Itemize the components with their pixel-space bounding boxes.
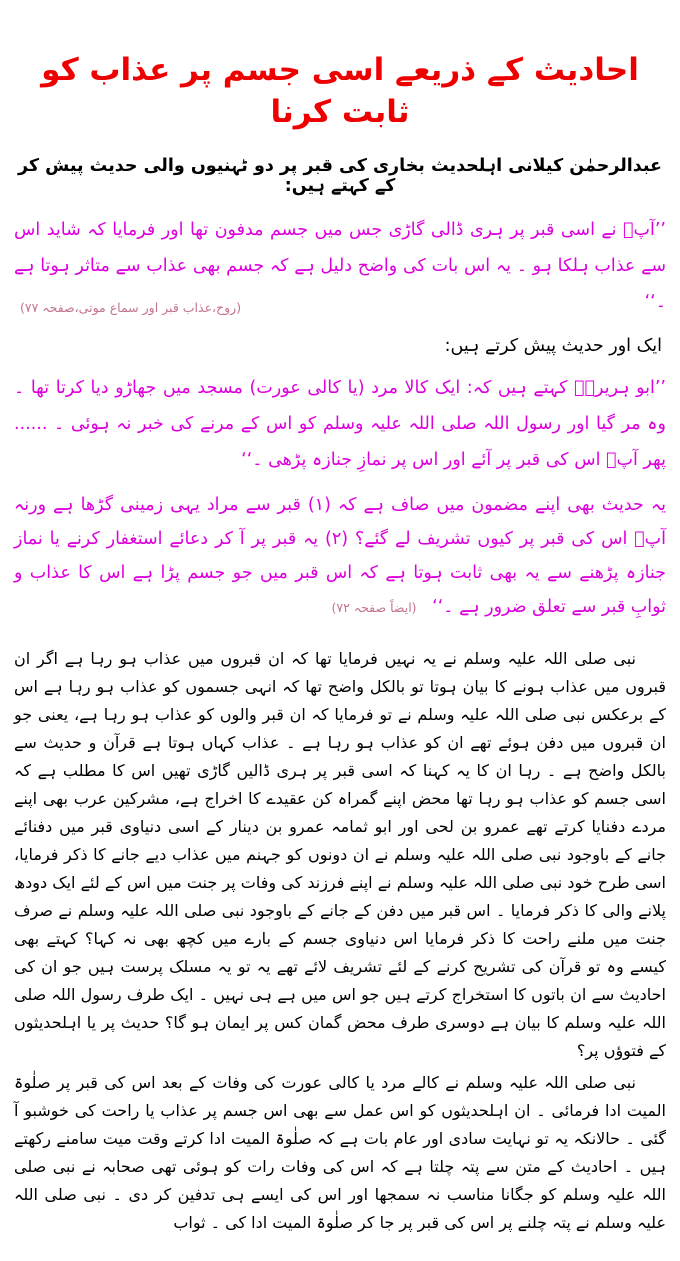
analysis-reference: (ایضاً صفحہ ۷۲) <box>331 599 417 615</box>
hadith-quote-1-reference: (روح،عذاب قبر اور سماع موتی،صفحہ ۷۷) <box>20 299 242 315</box>
intro-line: عبدالرحمٰن کیلانی اہلحدیث بخاری کی قبر پر دو ٹہنیوں والی حدیث پیش کر کے کہتے ہیں: <box>17 155 663 196</box>
hadith-quote-2-text: ’’ابو ہریرہؓ کہتے ہیں کہ: ایک کالا مرد (یا کالی عورت) مسجد میں جھاڑو دیا کرتا تھا ۔ وہ مر گیا اور رسول اللہ صلی اللہ علیہ وسلم کو اس کے مرنے کی خبر نہ ہوئی ۔ ...... پھر آپؐ اس کی قبر پر آئے اور اس پر نمازِ جنازہ پڑھی ۔‘‘ <box>14 377 666 470</box>
hadith-quote-1 <box>14 212 666 322</box>
analysis-text: یہ حدیث بھی اپنے مضمون میں صاف ہے کہ (۱) قبر سے مراد یہی زمینی گڑھا ہے ورنہ آپؐ اس کی قبر پر کیوں تشریف لے گئے؟ (۲) یہ قبر پر آ کر دعائے استغفار کرنے یا نماز جنازہ پڑھنے سے یہ بھی ثابت ہوتا ہے کہ اس قبر میں جو جسم پڑا ہے اس کا عذاب و ثوابِ قبر سے تعلق ضرور ہے ۔‘‘ <box>14 494 666 617</box>
hadith-quote-1-text: ’’آپؐ نے اسی قبر پر ہری ڈالی گاڑی جس میں جسم مدفون تھا اور فرمایا کہ شاید اس سے عذاب ہلکا ہو ۔ یہ اس بات کی واضح دلیل ہے کہ جسم بھی عذاب سے متاثر ہوتا ہے ۔‘‘ <box>14 219 666 312</box>
body-paragraph-2: نبی صلی اللہ علیہ وسلم نے کالے مرد یا کالی عورت کی وفات کے بعد اس کی قبر پر صلٰوۃ المیت ادا فرمائی ۔ ان اہلحدیثوں کو اس عمل سے بھی اس جسم پر عذاب یا راحت کی خوشبو آ گئی ۔ حالانکہ یہ تو نہایت سادی اور عام بات ہے کہ صلٰوۃ المیت ادا کرتے وقت میت سامنے رکھتے ہیں ۔ احادیث کے متن سے پتہ چلتا ہے کہ اس کی وفات رات کو ہوئی تھی صحابہ نے نبی صلی اللہ علیہ وسلم کو جگانا مناسب نہ سمجھا اور اس کی ایسے ہی تدفین کر دی ۔ نبی صلی اللہ علیہ وسلم نے پتہ چلنے پر اس کی قبر پر جا کر صلٰوۃ المیت ادا کی ۔ ثواب <box>14 1072 666 1232</box>
body-paragraph-1: نبی صلی اللہ علیہ وسلم نے یہ نہیں فرمایا تھا کہ ان قبروں میں عذاب ہو رہا ہے اگر ان قبروں میں عذاب ہونے کا بیان ہوتا تو بالکل واضح تھا کہ انہی جسموں کو عذاب ہو رہا ہے اس کے برعکس نبی صلی اللہ علیہ وسلم نے تو فرمایا کہ ان قبر والوں کو عذاب ہو رہا ہے، یعنی جو ان قبروں میں دفن ہوئے تھے ان کو عذاب ہو رہا ہے ۔ عذاب کہاں ہوتا ہے قرآن و حدیث سے بالکل واضح ہے ۔ رہا ان کا یہ کہنا کہ اسی قبر پر ہری ڈالیں گاڑی تھیں اس کا مطلب ہے کہ اسی جسم کو عذاب ہو رہا تھا محض اپنے گمراہ کن عقیدے کا اخراج ہے، مشرکین عرب بھی اپنے مردے دفنایا کرتے تھے عمرو بن لحی اور ابو ثمامہ عمرو بن دینار کے اسی دنیاوی قبر میں دفنائے جانے کے باوجود نبی صلی اللہ علیہ وسلم نے ان دونوں کو جہنم میں عذاب دیے جانے کا ذکر فرمایا، اسی طرح خود نبی صلی اللہ علیہ وسلم نے اپنے فرزند کی وفات پر جنت میں اس کے لئے ایک دودھ پلانے والی کا ذکر فرمایا ۔ اس قبر میں دفن کے جانے کے باوجود نبی صلی اللہ علیہ وسلم نے صرف جنت میں ملنے راحت کا ذکر فرمایا اس دنیاوی جسم کے بارے میں کچھ بھی نہ کہا؟ کہتے بھی کیسے وہ تو قرآن کی تشریح کرنے کے لئے تشریف لائے تھے یہ تو یہ مسلک پرست ہیں جو ان کی احادیث سے ان باتوں کا استخراج کرتے ہیں جو اس میں ہے ہی نہیں ۔ ایک طرف رسول اللہ صلی اللہ علیہ وسلم کا بیان ہے دوسری طرف محض گمان کس پر ایمان ہو گا؟ حدیث پر یا اہلحدیثوں کے فتوؤں پر؟ <box>14 648 666 1060</box>
more-hadith-line: ایک اور حدیث پیش کرتے ہیں: <box>444 335 662 356</box>
hadith-quote-2 <box>14 370 666 478</box>
analysis-paragraph <box>14 488 666 625</box>
page-title: احادیث کے ذریعے اسی جسم پر عذاب کو ثابت کرنا <box>41 52 639 130</box>
